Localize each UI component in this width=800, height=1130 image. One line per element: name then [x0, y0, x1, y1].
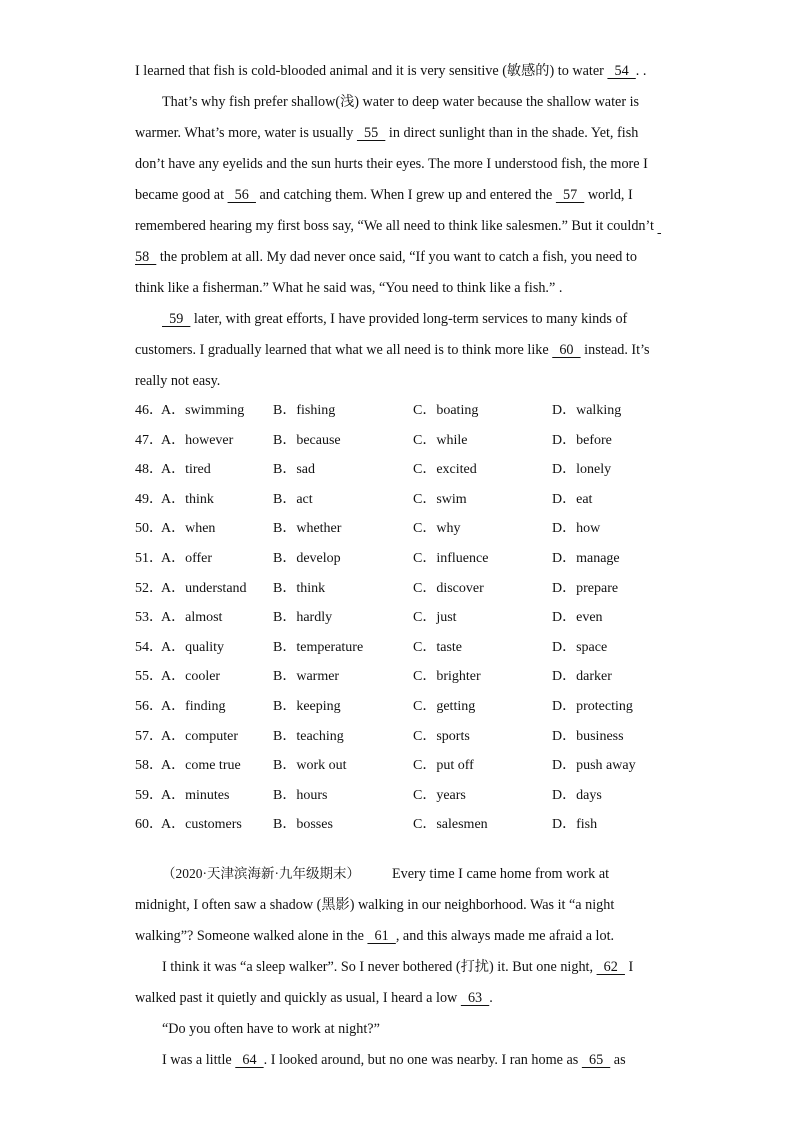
option-a: A．almost — [161, 610, 223, 626]
option-d: D．space — [552, 639, 608, 655]
passage-line — [135, 304, 665, 335]
option-c: C．years — [413, 787, 466, 803]
option-d: D．even — [552, 610, 603, 626]
passage-line — [135, 118, 665, 149]
option-c: C．while — [413, 432, 468, 448]
option-b: B．because — [273, 432, 341, 448]
question-number: 59． — [135, 787, 163, 803]
option-b: B．temperature — [273, 639, 364, 655]
text: , and this always made me afraid a lot. — [395, 928, 615, 944]
option-c: C．just — [413, 610, 457, 626]
question-number: 52． — [135, 580, 163, 596]
passage-line: midnight, I often saw a shadow (黑影) walking in our neighborhood. Was it “a night — [135, 897, 615, 913]
option-d: D．protecting — [552, 698, 633, 714]
blank-62: 62 — [596, 959, 625, 975]
option-b: B．whether — [273, 521, 342, 537]
text: world, I — [584, 187, 633, 203]
option-d: D．push away — [552, 758, 636, 774]
passage-line: That’s why fish prefer shallow(浅) water to deep water because the shallow water is — [162, 94, 640, 110]
passage-line: really not easy. — [135, 373, 221, 389]
option-b: B．sad — [273, 462, 315, 478]
passage-line — [135, 180, 665, 211]
question-row — [135, 692, 655, 722]
blank-63: 63 — [460, 990, 490, 1006]
blank-61: 61 — [367, 928, 396, 944]
text: remembered hearing my first boss say, “We all need to think like salesmen.” But it couldn’t — [135, 218, 658, 234]
option-b: B．keeping — [273, 698, 341, 714]
passage-line — [135, 952, 665, 983]
option-d: D．lonely — [552, 462, 612, 478]
question-row — [135, 633, 655, 663]
option-a: A．understand — [161, 580, 247, 596]
option-c: C．getting — [413, 698, 476, 714]
text: became good at — [135, 187, 228, 203]
option-c: C．influence — [413, 550, 489, 566]
question-options — [135, 396, 655, 840]
option-b: B．bosses — [273, 817, 333, 833]
passage-line — [135, 242, 665, 273]
question-row — [135, 514, 655, 544]
option-c: C．sports — [413, 728, 470, 744]
option-a: A．think — [161, 491, 214, 507]
option-b: B．think — [273, 580, 326, 596]
option-a: A．offer — [161, 550, 213, 566]
option-c: C．brighter — [413, 669, 481, 685]
question-number: 58． — [135, 758, 163, 774]
option-c: C．swim — [413, 491, 467, 507]
question-number: 56． — [135, 698, 163, 714]
question-row — [135, 781, 655, 811]
text: and catching them. When I grew up and entered the — [255, 187, 556, 203]
text: I was a little — [162, 1052, 236, 1068]
text: walking”? Someone walked alone in the — [135, 928, 368, 944]
option-d: D．business — [552, 728, 624, 744]
question-row — [135, 574, 655, 604]
option-d: D．before — [552, 432, 612, 448]
passage-one — [135, 56, 665, 397]
question-number: 54． — [135, 639, 163, 655]
option-c: C．salesmen — [413, 817, 488, 833]
option-c: C．taste — [413, 639, 462, 655]
source-label: （2020·天津滨海新·九年级期末） — [162, 866, 360, 881]
option-b: B．teaching — [273, 728, 344, 744]
text: I learned that fish is cold-blooded animal and it is very sensitive (敏感的) to water — [135, 63, 608, 79]
question-number: 50． — [135, 521, 163, 537]
blank-65: 65 — [581, 1052, 611, 1068]
question-number: 47． — [135, 432, 163, 448]
option-b: B．warmer — [273, 669, 340, 685]
option-b: B．fishing — [273, 403, 336, 418]
text: customers. I gradually learned that what we all need is to think more like — [135, 342, 553, 358]
blank-59: 59 — [162, 311, 191, 327]
question-row — [135, 603, 655, 633]
question-row — [135, 426, 655, 456]
option-b: B．act — [273, 491, 313, 507]
blank-57: 57 — [555, 187, 585, 203]
question-number: 49． — [135, 491, 163, 507]
passage-two — [135, 858, 665, 1076]
option-a: A．when — [161, 521, 216, 537]
option-a: A．computer — [161, 728, 238, 744]
option-c: C．put off — [413, 758, 474, 774]
option-c: C．discover — [413, 580, 484, 596]
text: the problem at all. My dad never once said, “If you want to catch a fish, you need to — [156, 249, 637, 265]
passage-line — [135, 921, 665, 952]
passage-line — [135, 1045, 665, 1076]
question-number: 57． — [135, 728, 163, 744]
option-d: D．prepare — [552, 580, 619, 596]
option-d: D．days — [552, 787, 602, 803]
question-number: 48． — [135, 462, 163, 478]
text: . — [489, 990, 493, 1006]
blank-64: 64 — [235, 1052, 264, 1068]
option-a: A．come true — [161, 758, 241, 774]
option-c: C．excited — [413, 462, 477, 478]
question-row — [135, 810, 655, 840]
option-b: B．work out — [273, 758, 347, 774]
text: later, with great efforts, I have provided long-term services to many kinds of — [190, 311, 628, 327]
passage-line — [135, 211, 665, 242]
passage-line: “Do you often have to work at night?” — [162, 1021, 380, 1037]
option-d: D．eat — [552, 491, 593, 507]
passage-line — [135, 56, 665, 87]
text: . . — [635, 63, 647, 79]
blank-55: 55 — [356, 125, 386, 141]
blank-54: 54 — [607, 63, 636, 79]
text: warmer. What’s more, water is usually — [135, 125, 357, 141]
option-b: B．develop — [273, 550, 341, 566]
option-b: B．hardly — [273, 610, 333, 626]
text: walked past it quietly and quickly as usual, I heard a low — [135, 990, 461, 1006]
question-row — [135, 662, 655, 692]
option-a: A．finding — [161, 698, 226, 714]
option-a: A．however — [161, 432, 234, 448]
option-d: D．how — [552, 521, 601, 537]
option-d: D．darker — [552, 669, 612, 685]
option-a: A．customers — [161, 817, 242, 833]
blank-58-start — [657, 218, 661, 234]
passage-line — [135, 983, 665, 1014]
question-row — [135, 485, 655, 515]
text: I — [624, 959, 634, 975]
option-b: B．hours — [273, 787, 328, 803]
text: instead. It’s — [580, 342, 650, 358]
question-number: 53． — [135, 610, 163, 626]
question-number: 46． — [135, 403, 163, 418]
question-row — [135, 396, 655, 426]
passage-line: think like a fisherman.” What he said was, “You need to think like a fish.” . — [135, 280, 563, 296]
option-a: A．swimming — [161, 403, 245, 418]
text: . I looked around, but no one was nearby. I ran home as — [263, 1052, 582, 1068]
blank-56: 56 — [227, 187, 256, 203]
text: in direct sunlight than in the shade. Yet, fish — [385, 125, 639, 141]
blank-58: 58 — [135, 249, 157, 265]
option-a: A．cooler — [161, 669, 221, 685]
passage-line: don’t have any eyelids and the sun hurts their eyes. The more I understood fish, the more I — [135, 156, 648, 172]
question-number: 60． — [135, 817, 163, 833]
question-row — [135, 544, 655, 574]
question-row — [135, 751, 655, 781]
passage-line — [135, 335, 665, 366]
option-d: D．manage — [552, 550, 620, 566]
text: as — [610, 1052, 626, 1068]
option-c: C．boating — [413, 403, 479, 418]
option-d: D．fish — [552, 817, 598, 833]
question-number: 51． — [135, 550, 163, 566]
text: Every time I came home from work at — [392, 866, 610, 882]
question-row — [135, 455, 655, 485]
option-d: D．walking — [552, 403, 622, 418]
question-number: 55． — [135, 669, 163, 685]
passage-line — [135, 858, 665, 890]
text: I think it was “a sleep walker”. So I never bothered (打扰) it. But one night, — [162, 959, 597, 975]
option-a: A．tired — [161, 462, 211, 478]
option-a: A．minutes — [161, 787, 230, 803]
option-a: A．quality — [161, 639, 224, 655]
question-row — [135, 722, 655, 752]
option-c: C．why — [413, 521, 461, 537]
blank-60: 60 — [552, 342, 581, 358]
